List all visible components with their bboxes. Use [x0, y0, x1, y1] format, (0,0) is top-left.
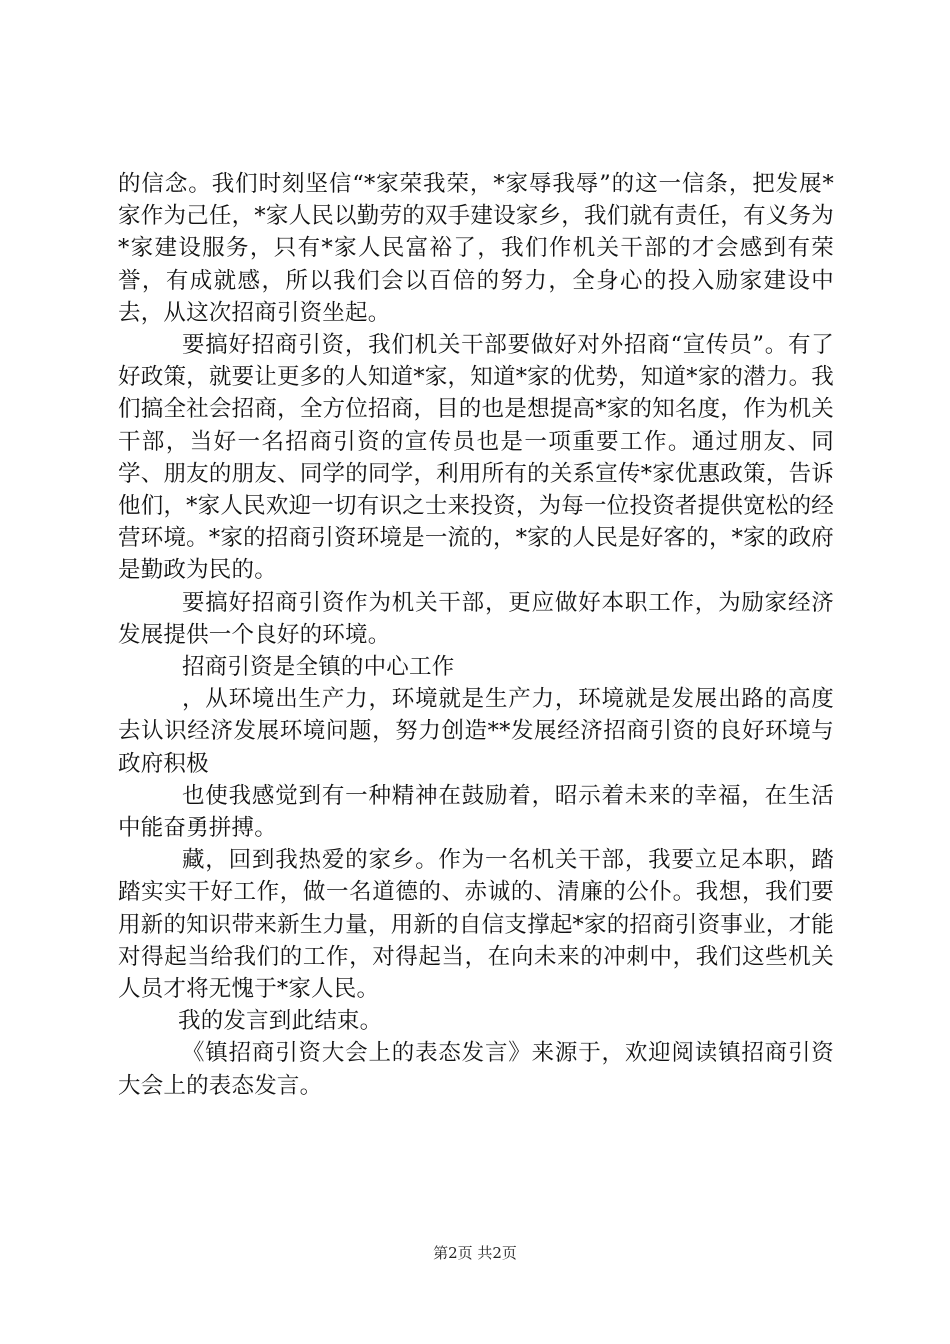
paragraph-5: ，从环境出生产力，环境就是生产力，环境就是发展出路的高度去认识经济发展环境问题，努力创造**发展经济招商引资的良好环境与政府积极 — [118, 686, 834, 777]
paragraph-7: 藏，回到我热爱的家乡。作为一名机关干部，我要立足本职，踏踏实实干好工作，做一名道德的、赤诚的、清廉的公仆。我想，我们要用新的知识带来新生力量，用新的自信支撑起*家的招商引资事业，才能对得起当给我们的工作，对得起当，在向未来的冲刺中，我们这些机关人员才将无愧于*家人民。 — [118, 847, 834, 1003]
paragraph-8: 我的发言到此结束。 — [178, 1008, 383, 1035]
paragraph-1: 的信念。我们时刻坚信“*家荣我荣，*家辱我辱”的这一信条，把发展*家作为己任，*家人民以勤劳的双手建设家乡，我们就有责任，有义务为*家建设服务，只有*家人民富裕了，我们作机关干部的才会感到有荣誉，有成就感，所以我们会以百倍的努力，全身心的投入励家建设中去，从这次招商引资坐起。 — [118, 171, 834, 326]
paragraph-2: 要搞好招商引资，我们机关干部要做好对外招商“宣传员”。有了好政策，就要让更多的人知道*家，知道*家的优势，知道*家的潜力。我们搞全社会招商，全方位招商，目的也是想提高*家的知名度，作为机关干部，当好一名招商引资的宣传员也是一项重要工作。通过朋友、同学、朋友的朋友、同学的同学，利用所有的关系宣传*家优惠政策，告诉他们，*家人民欢迎一切有识之士来投资，为每一位投资者提供宽松的经营环境。*家的招商引资环境是一流的，*家的人民是好客的，*家的政府是勤政为民的。 — [118, 332, 834, 584]
paragraph-3: 要搞好招商引资作为机关干部，更应做好本职工作，为励家经济发展提供一个良好的环境。 — [118, 589, 834, 648]
page-footer: 第2页 共2页 — [433, 1244, 517, 1262]
paragraph-6: 也使我感觉到有一种精神在鼓励着，昭示着未来的幸福，在生活中能奋勇拼搏。 — [118, 782, 834, 842]
paragraph-4: 招商引资是全镇的中心工作 — [182, 654, 455, 681]
paragraph-9: 《镇招商引资大会上的表态发言》来源于，欢迎阅读镇招商引资大会上的表态发言。 — [118, 1040, 834, 1099]
document-body — [118, 168, 834, 1102]
